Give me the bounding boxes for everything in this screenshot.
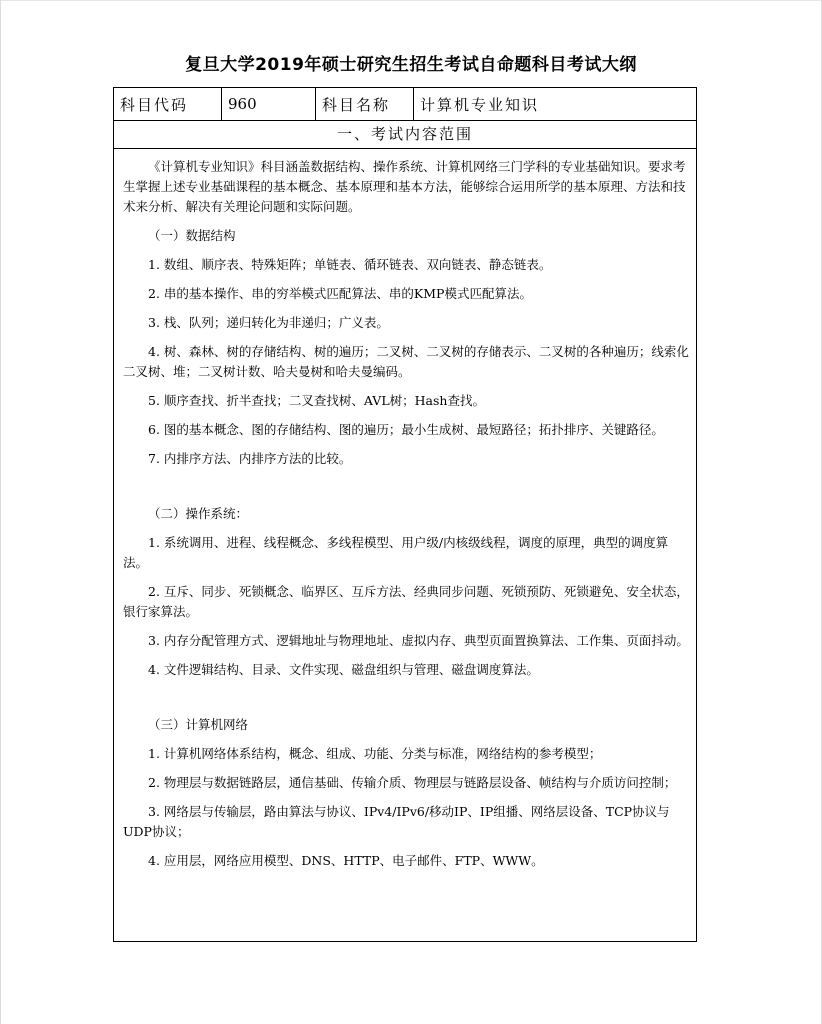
list-item: 2. 互斥、同步、死锁概念、临界区、互斥方法、经典同步问题、死锁预防、死锁避免、安全状态，银行家算法。	[123, 584, 689, 619]
list-item: 1. 计算机网络体系结构，概念、组成、功能、分类与标准，网络结构的参考模型；	[148, 746, 602, 761]
list-item: 4. 文件逻辑结构、目录、文件实现、磁盘组织与管理、磁盘调度算法。	[148, 662, 539, 677]
subject-code-label: 科目代码	[114, 88, 222, 120]
section-gap	[123, 689, 689, 715]
list-item: 2. 串的基本操作、串的穷举模式匹配算法、串的KMP模式匹配算法。	[148, 286, 532, 301]
part-heading: （三）计算机网络	[148, 717, 249, 732]
list-item: 3. 栈、队列；递归转化为非递归；广义表。	[148, 315, 389, 330]
intro-paragraph: 《计算机专业知识》科目涵盖数据结构、操作系统、计算机网络三门学科的专业基础知识。要求考生掌握上述专业基础课程的基本概念、基本原理和基本方法，能够综合运用所学的基本原理、方法和技术来分析、解决有关理论问题和实际问题。	[123, 159, 686, 214]
subject-code-value: 960	[222, 88, 316, 120]
list-item: 7. 内排序方法、内排序方法的比较。	[148, 451, 352, 466]
outline-table	[113, 87, 697, 942]
list-item: 4. 应用层，网络应用模型、DNS、HTTP、电子邮件、FTP、WWW。	[148, 853, 544, 868]
outline-content	[123, 157, 689, 880]
subject-name-value: 计算机专业知识	[420, 95, 540, 114]
document-title: 复旦大学2019年硕士研究生招生考试自命题科目考试大纲	[185, 55, 637, 75]
page-edge-top	[0, 0, 822, 1]
page-edge-left	[0, 0, 1, 1024]
subject-name-label: 科目名称	[316, 88, 414, 120]
part-operating-systems	[123, 504, 689, 680]
list-item: 4. 树、森林、树的存储结构、树的遍历；二叉树、二叉树的存储表示、二叉树的各种遍历；线索化二叉树、堆；二叉树计数、哈夫曼树和哈夫曼编码。	[123, 344, 689, 379]
list-item: 2. 物理层与数据链路层，通信基础、传输介质、物理层与链路层设备、帧结构与介质访问控制；	[148, 775, 677, 790]
section-title: 一、考试内容范围	[114, 121, 696, 149]
part-heading: （二）操作系统：	[148, 506, 249, 521]
list-item: 3. 网络层与传输层，路由算法与协议、IPv4/IPv6/移动IP、IP组播、网络层设备、TCP协议与UDP协议；	[123, 804, 670, 839]
list-item: 1. 系统调用、进程、线程概念、多线程模型、用户级/内核级线程，调度的原理，典型的调度算法。	[123, 535, 669, 570]
list-item: 5. 顺序查找、折半查找；二叉查找树、AVL树；Hash查找。	[148, 393, 485, 408]
part-computer-networks	[123, 715, 689, 871]
list-item: 3. 内存分配管理方式、逻辑地址与物理地址、虚拟内存、典型页面置换算法、工作集、页面抖动。	[148, 633, 689, 648]
part-heading: （一）数据结构	[148, 228, 236, 243]
list-item: 1. 数组、顺序表、特殊矩阵；单链表、循环链表、双向链表、静态链表。	[148, 257, 552, 272]
part-data-structures	[123, 226, 689, 469]
subject-info-row	[114, 88, 696, 121]
list-item: 6. 图的基本概念、图的存储结构、图的遍历；最小生成树、最短路径；拓扑排序、关键路径。	[148, 422, 664, 437]
section-gap	[123, 478, 689, 504]
